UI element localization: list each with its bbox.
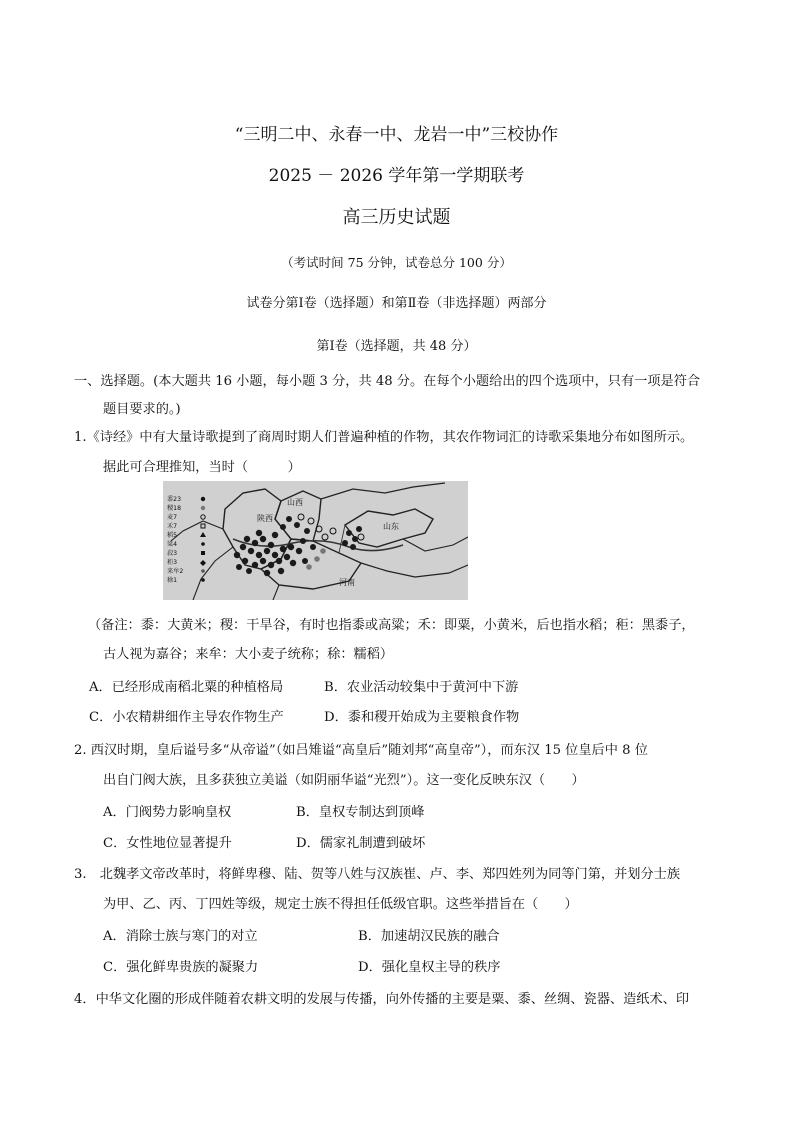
q1-option-b[interactable]: B．农业活动较集中于黄河中下游: [324, 680, 519, 695]
q2-option-a[interactable]: A．门阀势力影响皇权: [103, 805, 232, 820]
section-title: 第Ⅰ卷（选择题，共 48 分）: [316, 339, 477, 354]
q2-option-d[interactable]: D．儒家礼制遭到破坏: [296, 836, 426, 851]
q3-option-c[interactable]: C．强化鲜卑贵族的凝聚力: [103, 960, 259, 975]
title-line-2: 2025 － 2026 学年第一学期联考: [268, 166, 525, 186]
q4-stem-line-1: 4．中华文化圈的形成伴随着农耕文明的发展与传播，向外传播的主要是粟、黍、丝绸、瓷器、造纸术、印: [74, 992, 690, 1007]
q3-stem-line-1: 3. 北魏孝文帝改革时，将鲜卑穆、陆、贺等八姓与汉族崔、卢、李、郑四姓列为同等门第，并划分士族: [74, 867, 681, 882]
legend-item: 黍23: [167, 496, 182, 503]
legend-item: 秬3: [167, 559, 178, 566]
map-label-shandong: 山东: [383, 522, 399, 531]
map-image: [163, 481, 468, 600]
q3-option-b[interactable]: B．加速胡汉民族的融合: [358, 929, 500, 944]
q3-option-d[interactable]: D．强化皇权主导的秩序: [358, 960, 501, 975]
q1-stem-line-2: 据此可合理推知，当时（ ）: [103, 460, 301, 475]
parts-info: 试卷分第Ⅰ卷（选择题）和第Ⅱ卷（非选择题）两部分: [246, 296, 547, 311]
legend-item: 麦7: [167, 514, 178, 521]
title-line-1: “三明二中、永春一中、龙岩一中”三校协作: [234, 125, 559, 145]
q2-stem-line-2: 出自门阀大族，且多获独立美谥（如阴丽华谥“光烈”）。这一变化反映东汉（ ）: [103, 773, 585, 788]
q1-option-c[interactable]: C．小农精耕细作主导农作物生产: [89, 710, 284, 725]
exam-info: （考试时间 75 分钟，试卷总分 100 分）: [281, 255, 512, 270]
q1-stem-line-1: 1.《诗经》中有大量诗歌提到了商周时期人们普遍种植的作物，其农作物词汇的诗歌采集地分布如图所示。: [74, 430, 694, 445]
legend-item: 稷18: [167, 505, 182, 512]
instructions-line-1: 一、选择题。(本大题共 16 小题，每小题 3 分，共 48 分。在每个小题给出的四个选项中，只有一项是符合: [74, 374, 701, 389]
instructions-line-2: 题目要求的。): [103, 402, 181, 417]
q1-option-d[interactable]: D．黍和稷开始成为主要粮食作物: [324, 710, 520, 725]
map-label-shaanxi: 陕西: [257, 514, 273, 523]
legend-item: 稌1: [167, 577, 178, 584]
map-label-henan: 河南: [339, 578, 355, 587]
q3-option-a[interactable]: A．消除士族与寒门的对立: [103, 929, 258, 944]
legend-item: 菽3: [167, 550, 178, 557]
map-label-shanxi: 山西: [287, 498, 303, 507]
legend-item: 粱4: [167, 541, 178, 548]
page-title: 高三历史试题: [342, 207, 451, 228]
q2-option-b[interactable]: B．皇权专制达到顶峰: [296, 805, 425, 820]
q3-stem-line-2: 为甲、乙、丙、丁四姓等级，规定士族不得担任低级官职。这些举措旨在（ ）: [103, 897, 578, 912]
q1-note-line-2: 古人视为嘉谷；来牟：大小麦子统称；稌：糯稻）: [103, 647, 394, 662]
q1-note-line-1: （备注：黍：大黄米；稷：干旱谷，有时也指黍或高粱；禾：即粟，小黄米，后也指水稻；秬：黑黍子，: [88, 618, 695, 633]
q2-option-c[interactable]: C．女性地位显著提升: [103, 836, 232, 851]
q2-stem-line-1: 2. 西汉时期，皇后谥号多“从帝谥”（如吕雉谥“高皇后”随刘邦“高皇帝”），而东汉 15 位皇后中 8 位: [74, 743, 648, 758]
legend-item: 来牟2: [167, 568, 184, 575]
crop-distribution-map: [163, 481, 468, 600]
legend-item: 禾7: [167, 523, 178, 530]
q1-option-a[interactable]: A．已经形成南稻北粟的种植格局: [89, 680, 284, 695]
legend-item: 稻5: [167, 532, 178, 539]
